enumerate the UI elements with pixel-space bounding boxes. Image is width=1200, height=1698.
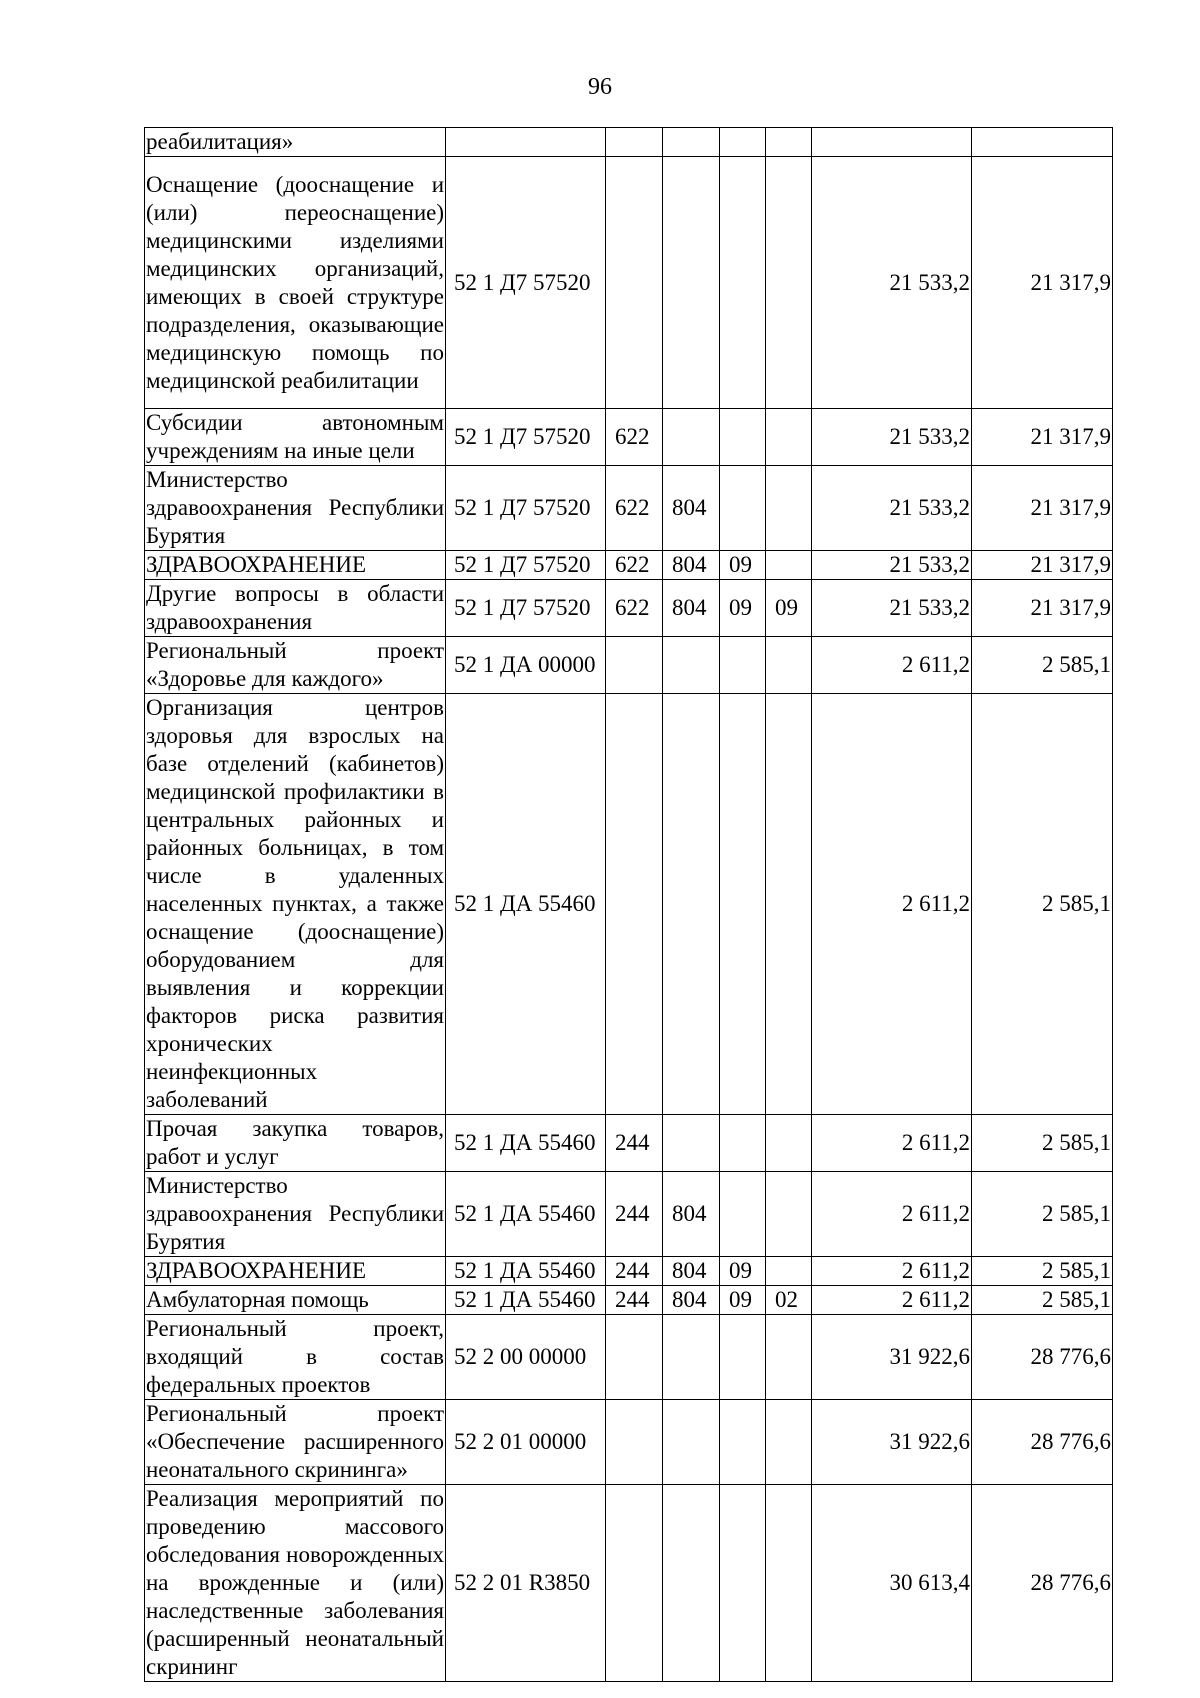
table-row [145,580,1113,637]
expense-type-code-cell: 622 [606,580,663,637]
amount-year-1-cell: 2 611,2 [812,1172,972,1257]
subsection-code-cell: 09 [766,580,812,637]
target-article-code-cell: 52 2 01 R3850 [446,1485,606,1682]
row-name-cell: Прочая закупка товаров, работ и услуг [145,1115,446,1172]
amount-year-2-cell: 2 585,1 [972,1115,1113,1172]
ministry-code-cell: 804 [663,580,720,637]
amount-year-2-cell: 2 585,1 [972,1172,1113,1257]
row-name-cell: Оснащение (дооснащение и (или) переоснащение) медицинскими изделиями медицинских организаций, имеющих в своей структуре подразделения, оказывающие медицинскую помощь по медицинской реабилитации [145,157,446,409]
budget-table-body [145,128,1113,1682]
amount-year-2-cell: 21 317,9 [972,466,1113,551]
amount-year-1-cell: 31 922,6 [812,1400,972,1485]
row-name-cell: Реализация мероприятий по проведению массового обследования новорожденных на врожденные и (или) наследственные заболевания (расширенный неонатальный скрининг [145,1485,446,1682]
ministry-code-cell [663,1115,720,1172]
table-row [145,466,1113,551]
expense-type-code-cell: 244 [606,1115,663,1172]
expense-type-code-cell [606,637,663,694]
subsection-code-cell [766,1115,812,1172]
target-article-code-cell: 52 1 ДА 55460 [446,1172,606,1257]
target-article-code-cell: 52 1 Д7 57520 [446,580,606,637]
ministry-code-cell [663,1400,720,1485]
section-code-cell [720,1172,766,1257]
ministry-code-cell [663,409,720,466]
amount-year-2-cell: 2 585,1 [972,694,1113,1115]
ministry-code-cell [663,157,720,409]
table-row [145,551,1113,580]
target-article-code-cell: 52 1 ДА 55460 [446,1257,606,1286]
row-name-cell: Министерство здравоохранения Республики Бурятия [145,1172,446,1257]
expense-type-code-cell: 244 [606,1172,663,1257]
section-code-cell [720,128,766,157]
section-code-cell [720,1115,766,1172]
section-code-cell [720,157,766,409]
section-code-cell [720,466,766,551]
ministry-code-cell [663,1485,720,1682]
amount-year-2-cell: 21 317,9 [972,409,1113,466]
table-row [145,1315,1113,1400]
amount-year-2-cell: 2 585,1 [972,1257,1113,1286]
table-row [145,409,1113,466]
table-row [145,1485,1113,1682]
amount-year-1-cell: 21 533,2 [812,551,972,580]
section-code-cell [720,1315,766,1400]
amount-year-1-cell: 21 533,2 [812,580,972,637]
table-row [145,1286,1113,1315]
expense-type-code-cell [606,157,663,409]
section-code-cell [720,694,766,1115]
target-article-code-cell: 52 1 Д7 57520 [446,466,606,551]
section-code-cell: 09 [720,551,766,580]
row-name-cell: Региональный проект, входящий в состав федеральных проектов [145,1315,446,1400]
row-name-cell: Региональный проект «Обеспечение расширенного неонатального скрининга» [145,1400,446,1485]
subsection-code-cell [766,637,812,694]
row-name-cell: реабилитация» [145,128,446,157]
target-article-code-cell: 52 1 Д7 57520 [446,551,606,580]
amount-year-1-cell: 31 922,6 [812,1315,972,1400]
table-row [145,637,1113,694]
section-code-cell: 09 [720,1257,766,1286]
target-article-code-cell: 52 1 Д7 57520 [446,157,606,409]
section-code-cell: 09 [720,1286,766,1315]
subsection-code-cell [766,551,812,580]
subsection-code-cell [766,1257,812,1286]
target-article-code-cell: 52 1 ДА 00000 [446,637,606,694]
amount-year-1-cell [812,128,972,157]
expense-type-code-cell: 244 [606,1257,663,1286]
subsection-code-cell [766,1485,812,1682]
ministry-code-cell: 804 [663,1172,720,1257]
page-number: 96 [588,74,612,100]
row-name-cell: ЗДРАВООХРАНЕНИЕ [145,551,446,580]
table-row [145,694,1113,1115]
target-article-code-cell [446,128,606,157]
row-name-cell: Амбулаторная помощь [145,1286,446,1315]
amount-year-2-cell: 21 317,9 [972,157,1113,409]
section-code-cell [720,1400,766,1485]
amount-year-2-cell [972,128,1113,157]
expense-type-code-cell [606,1400,663,1485]
subsection-code-cell [766,694,812,1115]
section-code-cell: 09 [720,580,766,637]
row-name-cell: Организация центров здоровья для взрослых на базе отделений (кабинетов) медицинской профилактики в центральных районных и районных больницах, в том числе в удаленных населенных пунктах, а также оснащение (дооснащение) оборудованием для выявления и коррекции факторов риска развития хронических неинфекционных заболеваний [145,694,446,1115]
subsection-code-cell [766,1400,812,1485]
amount-year-2-cell: 2 585,1 [972,637,1113,694]
target-article-code-cell: 52 1 ДА 55460 [446,1286,606,1315]
subsection-code-cell [766,409,812,466]
amount-year-1-cell: 30 613,4 [812,1485,972,1682]
row-name-cell: Субсидии автономным учреждениям на иные цели [145,409,446,466]
expense-type-code-cell: 244 [606,1286,663,1315]
amount-year-1-cell: 2 611,2 [812,1115,972,1172]
target-article-code-cell: 52 2 00 00000 [446,1315,606,1400]
amount-year-1-cell: 2 611,2 [812,637,972,694]
table-row [145,1172,1113,1257]
amount-year-1-cell: 2 611,2 [812,1286,972,1315]
amount-year-1-cell: 2 611,2 [812,694,972,1115]
expense-type-code-cell: 622 [606,551,663,580]
ministry-code-cell [663,128,720,157]
subsection-code-cell [766,1315,812,1400]
amount-year-1-cell: 21 533,2 [812,157,972,409]
subsection-code-cell: 02 [766,1286,812,1315]
target-article-code-cell: 52 2 01 00000 [446,1400,606,1485]
row-name-cell: Региональный проект «Здоровье для каждого» [145,637,446,694]
expense-type-code-cell [606,1485,663,1682]
expense-type-code-cell: 622 [606,466,663,551]
subsection-code-cell [766,128,812,157]
row-name-cell: Министерство здравоохранения Республики Бурятия [145,466,446,551]
subsection-code-cell [766,157,812,409]
expense-type-code-cell [606,694,663,1115]
expense-type-code-cell [606,128,663,157]
table-row [145,1115,1113,1172]
ministry-code-cell [663,637,720,694]
section-code-cell [720,1485,766,1682]
table-row [145,1400,1113,1485]
ministry-code-cell: 804 [663,1286,720,1315]
target-article-code-cell: 52 1 Д7 57520 [446,409,606,466]
ministry-code-cell: 804 [663,466,720,551]
amount-year-2-cell: 21 317,9 [972,551,1113,580]
amount-year-1-cell: 21 533,2 [812,409,972,466]
amount-year-2-cell: 28 776,6 [972,1315,1113,1400]
amount-year-2-cell: 28 776,6 [972,1400,1113,1485]
table-row [145,157,1113,409]
table-row [145,1257,1113,1286]
target-article-code-cell: 52 1 ДА 55460 [446,694,606,1115]
amount-year-2-cell: 21 317,9 [972,580,1113,637]
section-code-cell [720,637,766,694]
subsection-code-cell [766,466,812,551]
budget-table [144,127,1113,1682]
ministry-code-cell [663,694,720,1115]
amount-year-1-cell: 2 611,2 [812,1257,972,1286]
row-name-cell: ЗДРАВООХРАНЕНИЕ [145,1257,446,1286]
ministry-code-cell [663,1315,720,1400]
ministry-code-cell: 804 [663,1257,720,1286]
subsection-code-cell [766,1172,812,1257]
amount-year-2-cell: 28 776,6 [972,1485,1113,1682]
row-name-cell: Другие вопросы в области здравоохранения [145,580,446,637]
amount-year-2-cell: 2 585,1 [972,1286,1113,1315]
expense-type-code-cell: 622 [606,409,663,466]
ministry-code-cell: 804 [663,551,720,580]
target-article-code-cell: 52 1 ДА 55460 [446,1115,606,1172]
section-code-cell [720,409,766,466]
amount-year-1-cell: 21 533,2 [812,466,972,551]
table-row [145,128,1113,157]
expense-type-code-cell [606,1315,663,1400]
